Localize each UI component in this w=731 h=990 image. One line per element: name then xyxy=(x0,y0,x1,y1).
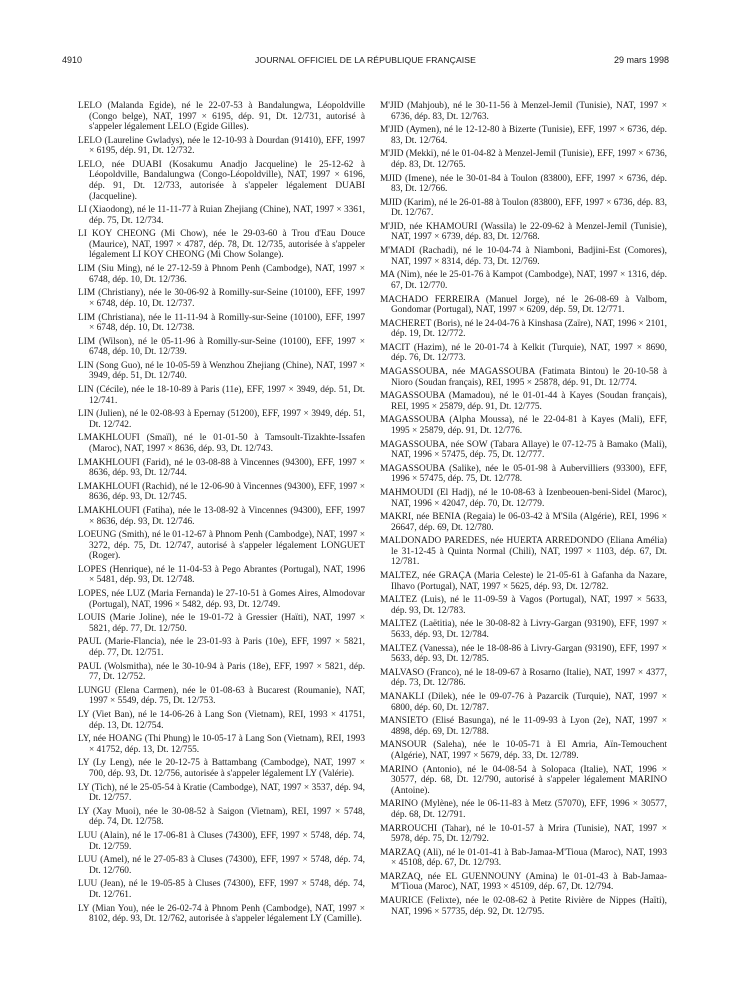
naturalization-entry: LY (Mian You), née le 26-02-74 à Phnom Penh (Cambodge), NAT, 1997 × 8102, dép. 93, Dt. 12/762, autorisée à s'appeler légalement LY (Camille). xyxy=(78,903,365,925)
naturalization-entry: MJID (Karim), né le 26-01-88 à Toulon (83800), EFF, 1997 × 6736, dép. 83, Dt. 12/767. xyxy=(380,197,667,219)
naturalization-entry: M'JID (Mahjoub), né le 30-11-56 à Menzel-Jemil (Tunisie), NAT, 1997 × 6736, dép. 83, Dt. 12/763. xyxy=(380,101,667,122)
naturalization-entry: LUNGU (Elena Carmen), née le 01-08-63 à Bucarest (Roumanie), NAT, 1997 × 5549, dép. 75, Dt. 12/753. xyxy=(78,685,365,707)
naturalization-entry: LIN (Song Guo), né le 10-05-59 à Wenzhou Zhejiang (Chine), NAT, 1997 × 3949, dép. 51, Dt. 12/740. xyxy=(78,360,365,382)
publication-date: 29 mars 1998 xyxy=(613,55,669,65)
naturalization-entry: LUU (Alain), né le 17-06-81 à Cluses (74300), EFF, 1997 × 5748, dép. 74, Dt. 12/759. xyxy=(78,830,365,852)
naturalization-entry: LIM (Christiana), née le 11-11-94 à Romilly-sur-Seine (10100), EFF, 1997 × 6748, dép. 10, Dt. 12/738. xyxy=(78,312,365,334)
naturalization-entry: LOEUNG (Smith), né le 01-12-67 à Phnom Penh (Cambodge), NAT, 1997 × 3272, dép. 75, Dt. 12/747, autorisé à s'appeler légalement LONGUET (Roger). xyxy=(78,530,365,562)
naturalization-entry: MAHMOUDI (El Hadj), né le 10-08-63 à Izenbeouen-beni-Sidel (Maroc), NAT, 1996 × 42047, dép. 70, Dt. 12/779. xyxy=(380,488,667,509)
naturalization-entry: LELO (Malanda Egide), né le 22-07-53 à Bandalungwa, Léopoldville (Congo belge), NAT, 1997 × 6195, dép. 91, Dt. 12/731, autorisé à s'appeler légalement LELO (Egide Gilles). xyxy=(78,101,365,133)
naturalization-entry: MAGASSOUBA, née SOW (Tabara Allaye) le 07-12-75 à Bamako (Mali), NAT, 1996 × 57475, dép. 75, Dt. 12/777. xyxy=(380,439,667,461)
naturalization-entry: MALTEZ (Laëtitia), née le 30-08-82 à Livry-Gargan (93190), EFF, 1997 × 5633, dép. 93, Dt. 12/784. xyxy=(380,619,667,641)
naturalization-entry: MALTEZ, née GRAÇA (Maria Celeste) le 21-05-61 à Gafanha da Nazare, Ilhavo (Portugal), NAT, 1997 × 5625, dép. 93, Dt. 12/782. xyxy=(380,571,667,592)
naturalization-entry: LELO (Laureline Gwladys), née le 12-10-93 à Dourdan (91410), EFF, 1997 × 6195, dép. 91, Dt. 12/732. xyxy=(78,135,365,157)
naturalization-entry: LOUIS (Marie Joline), née le 19-01-72 à Gressier (Haïti), NAT, 1997 × 5821, dép. 77, Dt. 12/750. xyxy=(78,613,365,634)
naturalization-entry: MARROUCHI (Tahar), né le 10-01-57 à Mrira (Tunisie), NAT, 1997 × 5978, dép. 75, Dt. 12/792. xyxy=(380,823,667,845)
naturalization-entry: MALTEZ (Vanessa), née le 18-08-86 à Livry-Gargan (93190), EFF, 1997 × 5633, dép. 93, Dt. 12/785. xyxy=(380,643,667,665)
naturalization-entry: MALVASO (Franco), né le 18-09-67 à Rosarno (Italie), NAT, 1997 × 4377, dép. 73, Dt. 12/786. xyxy=(380,667,667,689)
naturalization-entry: MANSOUR (Saleha), née le 10-05-71 à El Amria, Aïn-Temouchent (Algérie), NAT, 1997 × 5679, dép. 33, Dt. 12/789. xyxy=(380,740,667,761)
naturalization-entry: M'JID (Mekki), né le 01-04-82 à Menzel-Jemil (Tunisie), EFF, 1997 × 6736, dép. 83, Dt. 12/765. xyxy=(380,149,667,170)
naturalization-entry: MJID (Imene), née le 30-01-84 à Toulon (83800), EFF, 1997 × 6736, dép. 83, Dt. 12/766. xyxy=(380,173,667,195)
naturalization-entry: LI (Xiaodong), né le 11-11-77 à Ruian Zhejiang (Chine), NAT, 1997 × 3361, dép. 75, Dt. 12/734. xyxy=(78,205,365,226)
naturalization-entry: LIN (Cécile), née le 18-10-89 à Paris (11e), EFF, 1997 × 3949, dép. 51, Dt. 12/741. xyxy=(78,385,365,406)
naturalization-entry: MAGASSOUBA (Salike), née le 05-01-98 à Aubervilliers (93300), EFF, 1996 × 57475, dép. 75, Dt. 12/778. xyxy=(380,463,667,485)
naturalization-entry: LMAKHLOUFI (Smaïl), né le 01-01-50 à Tamsoult-Tizakhte-Issafen (Maroc), NAT, 1997 × 8636, dép. 93, Dt. 12/743. xyxy=(78,433,365,454)
naturalization-entry: MACIT (Hazim), né le 20-01-74 à Kelkit (Turquie), NAT, 1997 × 8690, dép. 76, Dt. 12/773. xyxy=(380,342,667,364)
naturalization-entry: MARZAQ (Ali), né le 01-01-41 à Bab-Jamaa-M'Tioua (Maroc), NAT, 1993 × 45108, dép. 67, Dt. 12/793. xyxy=(380,847,667,869)
right-column xyxy=(380,101,667,920)
naturalization-entry: MAKRI, née BENIA (Regaia) le 06-03-42 à M'Sila (Algérie), REI, 1996 × 26647, dép. 69, Dt. 12/780. xyxy=(380,512,667,533)
naturalization-entry: MANAKLI (Dilek), née le 09-07-76 à Pazarcik (Turquie), NAT, 1997 × 6800, dép. 60, Dt. 12/787. xyxy=(380,692,667,713)
naturalization-entry: MARINO (Mylène), née le 06-11-83 à Metz (57070), EFF, 1996 × 30577, dép. 68, Dt. 12/791. xyxy=(380,799,667,820)
journal-title: JOURNAL OFFICIEL DE LA RÉPUBLIQUE FRANÇAISE xyxy=(255,55,476,65)
naturalization-entry: MAURICE (Felixte), née le 02-08-62 à Petite Rivière de Nippes (Haïti), NAT, 1996 × 57735, dép. 92, Dt. 12/795. xyxy=(380,896,667,917)
naturalization-entry: M'JID, née KHAMOURI (Wassila) le 22-09-62 à Menzel-Jemil (Tunisie), NAT, 1997 × 6739, dép. 83, Dt. 12/768. xyxy=(380,221,667,243)
page-header xyxy=(0,0,731,65)
naturalization-entry: M'MADI (Rachadi), né le 10-04-74 à Niamboni, Badjini-Est (Comores), NAT, 1997 × 8314, dép. 73, Dt. 12/769. xyxy=(380,246,667,267)
naturalization-entry: LUU (Amel), né le 27-05-83 à Cluses (74300), EFF, 1997 × 5748, dép. 74, Dt. 12/760. xyxy=(78,855,365,876)
naturalization-entry: MAGASSOUBA (Alpha Moussa), né le 22-04-81 à Kayes (Mali), EFF, 1995 × 25879, dép. 91, Dt. 12/776. xyxy=(380,415,667,436)
left-column xyxy=(78,101,365,928)
naturalization-entry: LIN (Julien), né le 02-08-93 à Epernay (51200), EFF, 1997 × 3949, dép. 51, Dt. 12/742. xyxy=(78,409,365,430)
naturalization-entry: LI KOY CHEONG (Mi Chow), née le 29-03-60 à Trou d'Eau Douce (Maurice), NAT, 1997 × 4787, dép. 78, Dt. 12/735, autorisée à s'appeler légalement LI KOY CHEONG (Mi Chow Solange). xyxy=(78,229,365,261)
naturalization-entry: LY, née HOANG (Thi Phung) le 10-05-17 à Lang Son (Vietnam), REI, 1993 × 41752, dép. 13, Dt. 12/755. xyxy=(78,734,365,755)
naturalization-entry: PAUL (Wolsmitha), née le 30-10-94 à Paris (18e), EFF, 1997 × 5821, dép. 77, Dt. 12/752. xyxy=(78,661,365,683)
naturalization-entry: MARZAQ, née EL GUENNOUNY (Amina) le 01-01-43 à Bab-Jamaa-M'Tioua (Maroc), NAT, 1993 × 45109, dép. 67, Dt. 12/794. xyxy=(380,871,667,893)
naturalization-entry: LIM (Christiany), née le 30-06-92 à Romilly-sur-Seine (10100), EFF, 1997 × 6748, dép. 10, Dt. 12/737. xyxy=(78,288,365,309)
naturalization-entry: M'JID (Aymen), né le 12-12-80 à Bizerte (Tunisie), EFF, 1997 × 6736, dép. 83, Dt. 12/764. xyxy=(380,125,667,146)
naturalization-entry: MAGASSOUBA, née MAGASSOUBA (Fatimata Bintou) le 20-10-58 à Nioro (Soudan français), REI, 1995 × 25878, dép. 91, Dt. 12/774. xyxy=(380,367,667,388)
naturalization-entry: LOPES, née LUZ (Maria Fernanda) le 27-10-51 à Gomes Aires, Almodovar (Portugal), NAT, 1996 × 5482, dép. 93, Dt. 12/749. xyxy=(78,589,365,610)
naturalization-entry: MANSIETO (Elisé Basunga), né le 11-09-93 à Lyon (2e), NAT, 1997 × 4898, dép. 69, Dt. 12/788. xyxy=(380,716,667,737)
naturalization-entry: LUU (Jean), né le 19-05-85 à Cluses (74300), EFF, 1997 × 5748, dép. 74, Dt. 12/761. xyxy=(78,879,365,900)
naturalization-entry: MAGASSOUBA (Mamadou), né le 01-01-44 à Kayes (Soudan français), REI, 1995 × 25879, dép. 91, Dt. 12/775. xyxy=(380,391,667,412)
naturalization-entry: LY (Xay Muoi), née le 30-08-52 à Saigon (Vietnam), REI, 1997 × 5748, dép. 74, Dt. 12/758. xyxy=(78,806,365,828)
naturalization-entry: MACHERET (Boris), né le 24-04-76 à Kinshasa (Zaïre), NAT, 1996 × 2101, dép. 19, Dt. 12/772. xyxy=(380,318,667,340)
naturalization-entry: MALTEZ (Luis), né le 11-09-59 à Vagos (Portugal), NAT, 1997 × 5633, dép. 93, Dt. 12/783. xyxy=(380,595,667,616)
page-number: 4910 xyxy=(62,55,83,65)
naturalization-entry: LELO, née DUABI (Kosakumu Anadjo Jacqueline) le 25-12-62 à Léopoldville, Bandalungwa (Congo-Léopoldville), NAT, 1997 × 6196, dép. 91, Dt. 12/733, autorisée à s'appeler légalement DUABI (Jacqueline). xyxy=(78,159,365,202)
naturalization-entry: MARINO (Antonio), né le 04-08-54 à Solopaca (Italie), NAT, 1996 × 30577, dép. 68, Dt. 12/790, autorisé à s'appeler légalement MARINO (Antoine). xyxy=(380,764,667,796)
naturalization-entry: MALDONADO PAREDES, née HUERTA ARREDONDO (Eliana Amélia) le 31-12-45 à Quinta Normal (Chili), NAT, 1997 × 1103, dép. 67, Dt. 12/781. xyxy=(380,536,667,568)
naturalization-entry: LMAKHLOUFI (Rachid), né le 12-06-90 à Vincennes (94300), EFF, 1997 × 8636, dép. 93, Dt. 12/745. xyxy=(78,481,365,503)
naturalization-entry: LY (Tich), né le 25-05-54 à Kratie (Cambodge), NAT, 1997 × 3537, dép. 94, Dt. 12/757. xyxy=(78,782,365,804)
naturalization-entry: LY (Viet Ban), né le 14-06-26 à Lang Son (Vietnam), REI, 1993 × 41751, dép. 13, Dt. 12/754. xyxy=(78,710,365,731)
naturalization-entry: LIM (Wilson), né le 05-11-96 à Romilly-sur-Seine (10100), EFF, 1997 × 6748, dép. 10, Dt. 12/739. xyxy=(78,336,365,358)
naturalization-entry: MACHADO FERREIRA (Manuel Jorge), né le 26-08-69 à Valbom, Gondomar (Portugal), NAT, 1997 × 6209, dép. 59, Dt. 12/771. xyxy=(380,294,667,316)
naturalization-entry: LY (Ly Leng), née le 20-12-75 à Battambang (Cambodge), NAT, 1997 × 700, dép. 93, Dt. 12/756, autorisée à s'appeler légalement LY (Valérie). xyxy=(78,758,365,779)
naturalization-entry: LIM (Siu Ming), né le 27-12-59 à Phnom Penh (Cambodge), NAT, 1997 × 6748, dép. 10, Dt. 12/736. xyxy=(78,264,365,285)
naturalization-entry: LOPES (Henrique), né le 11-04-53 à Pego Abrantes (Portugal), NAT, 1996 × 5481, dép. 93, Dt. 12/748. xyxy=(78,564,365,586)
naturalization-entry: LMAKHLOUFI (Farid), né le 03-08-88 à Vincennes (94300), EFF, 1997 × 8636, dép. 93, Dt. 12/744. xyxy=(78,457,365,479)
naturalization-entry: LMAKHLOUFI (Fatiha), née le 13-08-92 à Vincennes (94300), EFF, 1997 × 8636, dép. 93, Dt. 12/746. xyxy=(78,506,365,527)
naturalization-entry: MA (Nim), née le 25-01-76 à Kampot (Cambodge), NAT, 1997 × 1316, dép. 67, Dt. 12/770. xyxy=(380,270,667,291)
naturalization-entry: PAUL (Marie-Flancia), née le 23-01-93 à Paris (10e), EFF, 1997 × 5821, dép. 77, Dt. 12/751. xyxy=(78,637,365,659)
